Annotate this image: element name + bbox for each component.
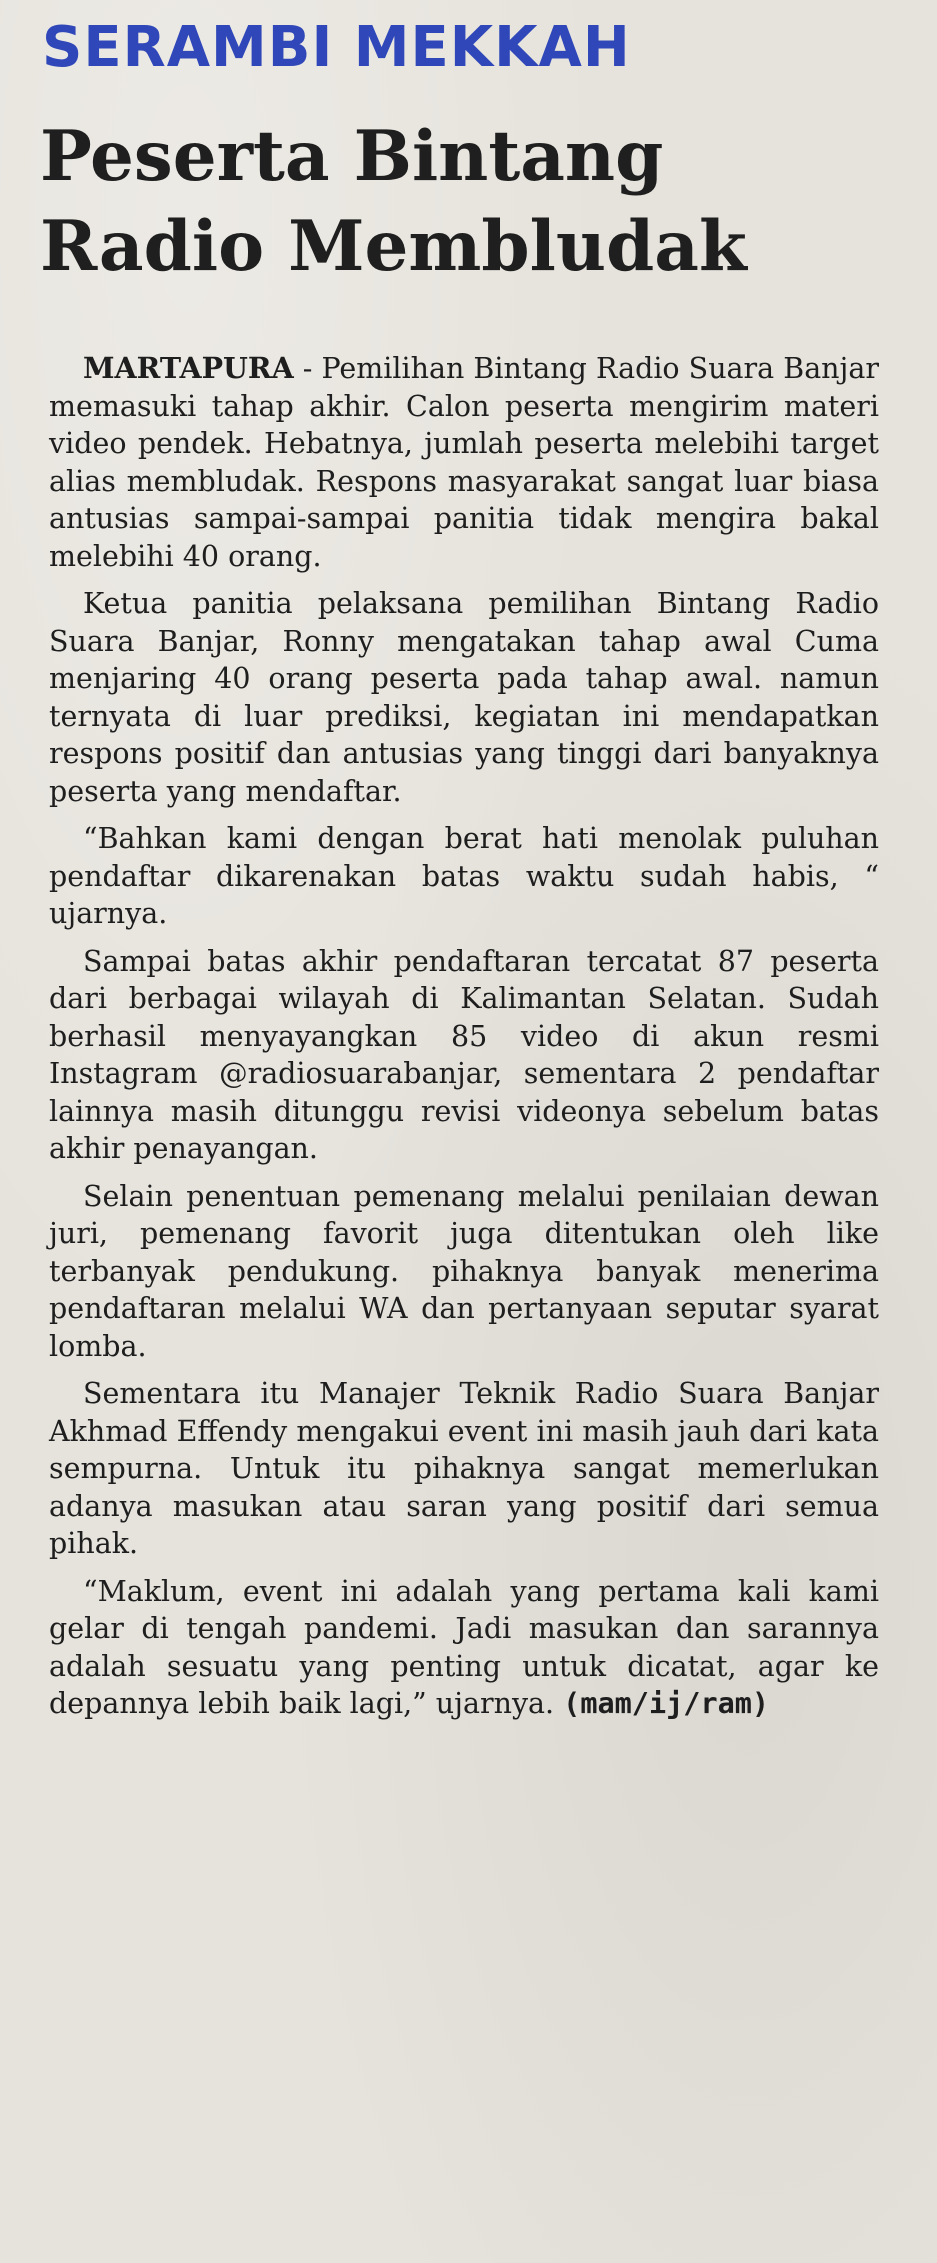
paragraph-6: Sementara itu Manajer Teknik Radio Suara Banjar Akhmad Effendy mengakui event ini masih jauh dari kata sempurna. Untuk itu pihaknya sangat memerlukan adanya masukan atau saran yang positif dari semua pihak.: [49, 1377, 879, 1560]
headline-line-1: Peserta Bintang: [40, 116, 664, 197]
article-body: [49, 350, 879, 1733]
dateline: MARTAPURA: [83, 351, 294, 385]
paragraph-2: Ketua panitia pelaksana pemilihan Bintang Radio Suara Banjar, Ronny mengatakan tahap awal Cuma menjaring 40 orang peserta pada tahap awal. namun ternyata di luar prediksi, kegiatan ini mendapatkan respons positif dan antusias yang tinggi dari banyaknya peserta yang mendaftar.: [49, 587, 879, 808]
paragraph-5: Selain penentuan pemenang melalui penilaian dewan juri, pemenang favorit juga ditentukan oleh like terbanyak pendukung. pihaknya banyak menerima pendaftaran melalui WA dan pertanyaan seputar syarat lomba.: [49, 1179, 879, 1363]
section-rubric: SERAMBI MEKKAH: [42, 15, 631, 80]
paragraph-1-text: - Pemilihan Bintang Radio Suara Banjar memasuki tahap akhir. Calon peserta mengirim materi video pendek. Hebatnya, jumlah peserta melebihi target alias membludak. Respons masyarakat sangat luar biasa antusias sampai-sampai panitia tidak mengira bakal melebihi 40 orang.: [49, 352, 879, 573]
paragraph-7-quote: [49, 1573, 879, 1723]
author-credit: (mam/ij/ram): [563, 1687, 770, 1720]
paragraph-7-text: “Maklum, event ini adalah yang pertama kali kami gelar di tengah pandemi. Jadi masukan dan sarannya adalah sesuatu yang penting untuk dicatat, agar ke depannya lebih baik lagi,” ujarnya.: [49, 1574, 879, 1720]
paragraph-3-quote: “Bahkan kami dengan berat hati menolak puluhan pendaftar dikarenakan batas waktu sudah habis, “ ujarnya.: [49, 822, 879, 930]
paragraph-4: Sampai batas akhir pendaftaran tercatat 87 peserta dari berbagai wilayah di Kalimantan Selatan. Sudah berhasil menyayangkan 85 video di akun resmi Instagram @radiosuarabanjar, sementara 2 pendaftar lainnya masih ditunggu revisi videonya sebelum batas akhir penayangan.: [49, 944, 879, 1165]
headline: [40, 112, 900, 292]
paragraph-1: [49, 350, 879, 575]
headline-line-2: Radio Membludak: [40, 206, 747, 287]
